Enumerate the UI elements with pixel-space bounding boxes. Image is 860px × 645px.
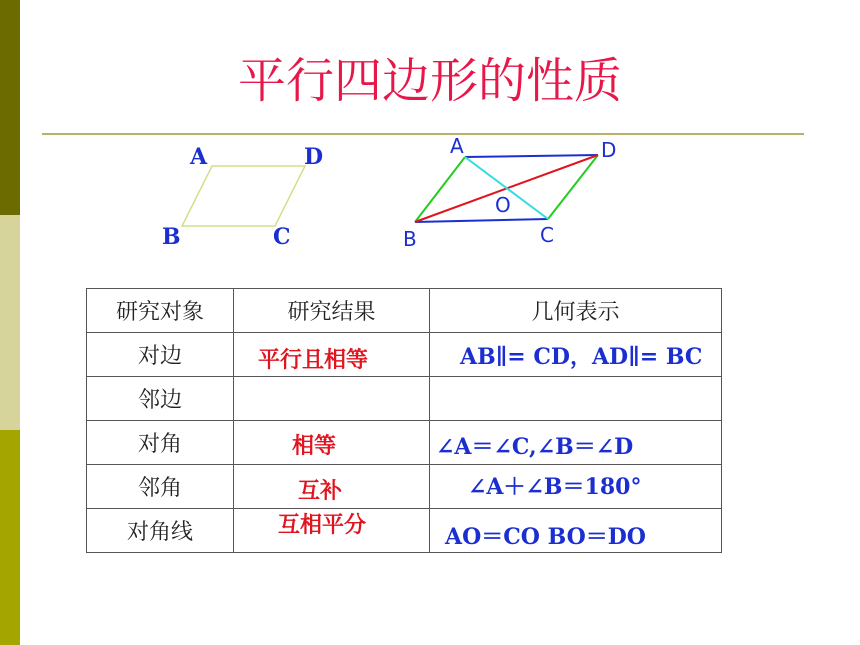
side-bc <box>415 219 548 222</box>
table-row <box>87 377 722 421</box>
properties-table <box>86 288 722 553</box>
fig2-label-a: A <box>450 134 464 158</box>
slide-title: 平行四边形的性质 <box>237 53 622 109</box>
notation-opposite-angles: ∠A＝∠C,∠B＝∠D <box>436 434 634 460</box>
parallelogram-1 <box>182 166 305 226</box>
result-adjacent-angles: 互补 <box>298 479 343 504</box>
notation-adjacent-angles: ∠A＋∠B＝180° <box>468 474 642 500</box>
fig1-label-b: B <box>162 224 181 250</box>
fig2-label-b: B <box>403 227 417 251</box>
row-object: 邻角 <box>87 465 234 509</box>
table-header-row <box>87 289 722 333</box>
row-object: 邻边 <box>87 377 234 421</box>
fig2-label-d: D <box>601 138 617 162</box>
row-object: 对边 <box>87 333 234 377</box>
fig1-label-d: D <box>304 144 324 170</box>
fig2-label-c: C <box>540 223 554 247</box>
row-object: 对角线 <box>87 509 234 553</box>
fig2-label-o: O <box>495 193 511 217</box>
result-diagonals: 互相平分 <box>278 513 367 538</box>
result-opposite-angles: 相等 <box>292 434 337 459</box>
header-result: 研究结果 <box>234 289 430 333</box>
notation-diagonals: AO＝CO BO＝DO <box>445 524 646 550</box>
side-ad <box>465 155 598 157</box>
result-opposite-sides: 平行且相等 <box>258 348 369 373</box>
notation-opposite-sides: AB∥= CD，AD∥= BC <box>460 344 703 370</box>
header-notation: 几何表示 <box>430 289 722 333</box>
fig1-label-a: A <box>190 144 208 170</box>
row-object: 对角 <box>87 421 234 465</box>
header-object: 研究对象 <box>87 289 234 333</box>
fig1-label-c: C <box>273 224 291 250</box>
